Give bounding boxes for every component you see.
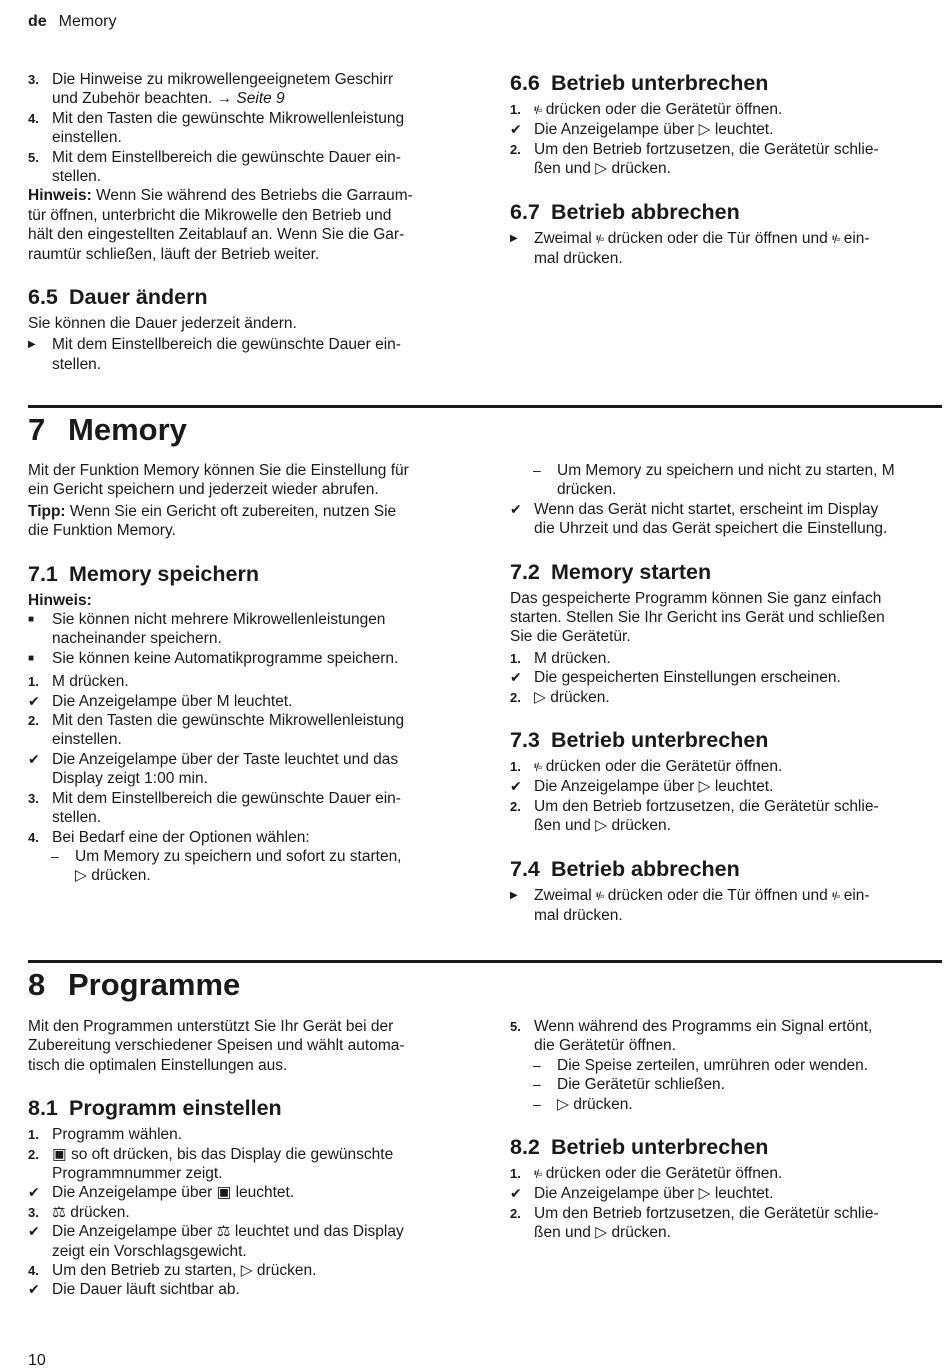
result: ✔ Die Anzeigelampe über M leuchtet. [28,692,293,710]
result: ✔ Die Dauer läuft sichtbar ab. [28,1281,240,1299]
check-icon: ✔ [28,1281,40,1298]
heading-7-2: 7.2 Memory starten [510,559,712,584]
weight-icon: ⚖ [216,1223,231,1241]
heading-6-5: 6.5 Dauer ändern [28,285,208,310]
start-icon: ▷ [698,121,711,139]
step-2: 2. Um den Betrieb fortzusetzen, die Gerätetür schlie- ßen und ▷ drücken. [510,797,879,835]
check-icon: ✔ [28,692,40,709]
step-3: 3. Mit dem Einstellbereich die gewünschte Dauer ein- stellen. [28,789,401,827]
instruction-item: ▶ Zweimal ᶦᶦ/▫ drücken oder die Tür öffnen und ᶦᶦ/▫ ein- mal drücken. [510,886,870,925]
start-icon: ▷ [595,817,608,835]
check-icon: ✔ [28,750,40,767]
step-2: 2. ▣ so oft drücken, bis das Display die gewünschte Programmnummer zeigt. [28,1145,394,1183]
note-bullet: ■ Sie können nicht mehrere Mikrowellenleistungen nacheinander speichern. [28,611,386,648]
chapter-7-title: 7 Memory [28,412,187,447]
note-paragraph: Hinweis: Wenn Sie während des Betriebs die Garraum- tür öffnen, unterbricht die Mikrowelle den Betrieb und hält den eingestellten Zeitablauf an. Wenn Sie die Gar- raumtür schließen, läuft der Betrieb weiter. [28,187,413,263]
heading-6-6: 6.6 Betrieb unterbrechen [510,71,769,95]
step-3: 3. Die Hinweise zu mikrowellengeeignetem Geschirr und Zubehör beachten. → Seite 9 [28,71,394,108]
chapter-intro: Mit der Funktion Memory können Sie die Einstellung für ein Gericht speichern und jederzeit wieder abrufen. [28,462,409,499]
heading-7-3: 7.3 Betrieb unterbrechen [510,728,769,753]
language-code: de [28,13,47,30]
stop-pause-icon: ᶦᶦ/▫ [534,103,542,117]
memory-icon: M [52,673,65,691]
step-2: 2. Um den Betrieb fortzusetzen, die Gerätetür schlie- ßen und ▷ drücken. [510,140,879,178]
result: ✔ Die Anzeigelampe über ▷ leuchtet. [510,778,774,796]
arrow-right-icon: → [216,90,233,108]
stop-pause-icon: ᶦᶦ/▫ [596,888,604,903]
heading-6-7: 6.7 Betrieb abbrechen [510,199,740,224]
check-icon: ✔ [510,1185,522,1202]
chapter-7-right [510,461,935,926]
check-icon: ✔ [28,1223,40,1240]
result: ✔ Die Anzeigelampe über der Taste leuchtet und das Display zeigt 1:00 min. [28,750,399,788]
chapter-divider [28,405,942,408]
chapter-8-title: 8 Programme [28,967,241,1002]
heading-7-1: 7.1 Memory speichern [28,561,259,586]
triangle-bullet: ▶ [28,339,36,351]
triangle-bullet: ▶ [510,889,518,901]
tip-paragraph: Tipp: Wenn Sie ein Gericht oft zubereiten, nutzen Sie die Funktion Memory. [28,502,397,540]
start-icon: ▷ [534,688,546,706]
chapter-8-left [28,1017,453,1300]
section-6-continued [28,70,453,374]
step-1: 1. Programm wählen. [28,1126,183,1144]
instruction-item: ▶ Zweimal ᶦᶦ/▫ drücken oder die Tür öffnen und ᶦᶦ/▫ ein- mal drücken. [510,229,870,268]
start-icon: ▷ [75,867,87,885]
triangle-bullet: ▶ [510,232,518,244]
option-item: – Um Memory zu speichern und sofort zu starten, ▷ drücken. [51,847,402,885]
section-6-6-6-7 [510,70,935,268]
chapter-8-right [510,1017,935,1243]
check-icon: ✔ [510,121,522,138]
step-5: 5. Mit dem Einstellbereich die gewünschte Dauer ein- stellen. [28,148,401,186]
paragraph: Das gespeicherte Programm können Sie ganz einfach starten. Stellen Sie Ihr Gericht ins Gerät und schließen Sie die Gerätetür. [510,589,885,646]
memory-icon: M [216,692,230,710]
step-1: 1. ᶦᶦ/▫ drücken oder die Gerätetür öffnen. [510,101,783,118]
note-bullet: ■ Sie können keine Automatikprogramme speichern. [28,649,399,667]
program-icon: ▣ [52,1145,67,1163]
option-item: – Um Memory zu speichern und nicht zu starten, M drücken. [533,462,895,499]
instruction-item: ▶ Mit dem Einstellbereich die gewünschte Dauer ein- stellen. [28,336,401,373]
result: ✔ Wenn das Gerät nicht startet, erscheint im Display die Uhrzeit und das Gerät speichert die Einstellung. [510,500,888,538]
check-icon: ✔ [28,1184,40,1201]
weight-icon: ⚖ [52,1203,66,1221]
note-label: Hinweis: [28,591,92,609]
step-1: 1. ᶦᶦ/▫ drücken oder die Gerätetür öffnen. [510,758,783,776]
page-header [28,12,116,31]
page-link[interactable]: Seite 9 [236,90,285,108]
check-icon: ✔ [510,778,522,795]
option-item: – ▷ drücken. [533,1095,633,1113]
start-icon: ▷ [698,778,711,796]
start-icon: ▷ [698,1185,711,1203]
result: ✔ Die Anzeigelampe über ▷ leuchtet. [510,121,774,139]
step-4: 4. Mit den Tasten die gewünschte Mikrowellenleistung einstellen. [28,109,405,147]
start-icon: ▷ [557,1095,569,1113]
heading-7-4: 7.4 Betrieb abbrechen [510,856,740,881]
result: ✔ Die Anzeigelampe über ▷ leuchtet. [510,1185,774,1203]
result: ✔ Die Anzeigelampe über ⚖ leuchtet und das Display zeigt ein Vorschlagsgewicht. [28,1223,404,1260]
start-icon: ▷ [595,160,608,178]
stop-pause-icon: ᶦᶦ/▫ [832,888,840,903]
paragraph: Sie können die Dauer jederzeit ändern. [28,315,297,333]
step-4: 4. Um den Betrieb zu starten, ▷ drücken. [28,1262,317,1280]
chapter-intro: Mit den Programmen unterstützt Sie Ihr Gerät bei der Zubereitung verschiedener Speisen und wählt automa- tisch die optimalen Einstellungen aus. [28,1018,405,1074]
heading-8-2: 8.2 Betrieb unterbrechen [510,1135,769,1160]
memory-icon: M [881,462,895,479]
step-3: 3. ⚖ drücken. [28,1203,130,1221]
program-icon: ▣ [216,1184,232,1202]
heading-8-1: 8.1 Programm einstellen [28,1096,282,1121]
check-icon: ✔ [510,669,522,686]
start-icon: ▷ [595,1224,608,1242]
stop-pause-icon: ᶦᶦ/▫ [534,760,542,775]
step-2: 2. Mit den Tasten die gewünschte Mikrowellenleistung einstellen. [28,712,405,749]
stop-pause-icon: ᶦᶦ/▫ [832,231,840,246]
chapter-divider [28,960,942,963]
option-item: – Die Gerätetür schließen. [533,1076,725,1094]
header-title: Memory [58,13,117,30]
step-1: 1. M drücken. [510,649,611,667]
result: ✔ Die Anzeigelampe über ▣ leuchtet. [28,1184,295,1202]
memory-icon: M [534,649,547,667]
stop-pause-icon: ᶦᶦ/▫ [534,1167,542,1182]
result: ✔ Die gespeicherten Einstellungen erscheinen. [510,669,841,687]
page-number: 10 [28,1352,46,1369]
chapter-7-left [28,461,453,886]
check-icon: ✔ [510,500,522,517]
step-4: 4. Bei Bedarf eine der Optionen wählen: [28,828,310,846]
step-5: 5. Wenn während des Programms ein Signal ertönt, die Gerätetür öffnen. [510,1018,873,1055]
start-icon: ▷ [240,1262,253,1280]
step-2: 2. ▷ drücken. [510,688,610,706]
option-item: – Die Speise zerteilen, umrühren oder wenden. [533,1056,869,1074]
step-1: 1. ᶦᶦ/▫ drücken oder die Gerätetür öffnen. [510,1165,783,1183]
step-1: 1. M drücken. [28,673,129,691]
step-2: 2. Um den Betrieb fortzusetzen, die Gerätetür schlie- ßen und ▷ drücken. [510,1204,879,1242]
stop-pause-icon: ᶦᶦ/▫ [596,231,604,246]
